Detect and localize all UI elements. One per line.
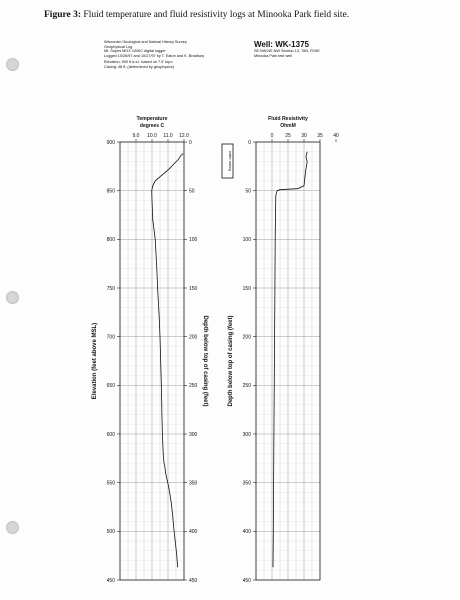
y-tick-label-right: 50 <box>189 188 195 195</box>
y-tick-label-left: 800 <box>106 237 115 244</box>
chart-panel-resistivity <box>253 139 336 580</box>
y-tick-label-left: 50 <box>245 188 251 195</box>
figure-label: Figure 3: <box>44 10 82 20</box>
figure-caption-text: Fluid temperature and fluid resistivity logs at Minooka Park field site. <box>83 10 350 20</box>
y-axis-title-right: Depth below top of casing (feet) <box>202 315 208 407</box>
y-axis-title-left: Depth below top of casing (feet) <box>228 315 234 407</box>
chart-subtitle: OhmM <box>280 123 296 129</box>
chart-subtitle: degrees C <box>139 123 165 129</box>
well-description: Minooka Park test well <box>254 53 292 58</box>
y-tick-label-left: 650 <box>106 383 115 390</box>
y-tick-label-left: 700 <box>106 334 115 341</box>
y-tick-label-left: 250 <box>242 383 251 390</box>
y-tick-label-left: 850 <box>106 188 115 195</box>
well-id: Well: WK-1375 <box>254 40 309 49</box>
y-tick-label-right: 250 <box>189 383 198 390</box>
y-tick-label-left: 450 <box>106 577 115 584</box>
y-tick-label-left: 750 <box>106 285 115 292</box>
chart-panel-temperature <box>117 139 187 580</box>
y-tick-label-left: 600 <box>106 431 115 438</box>
y-tick-label-left: 500 <box>106 529 115 536</box>
x-tick-label: 10.0 <box>147 133 157 139</box>
series-line <box>152 154 184 568</box>
x-tick-label: 11.0 <box>163 133 173 139</box>
y-tick-label-left: 150 <box>242 285 251 292</box>
y-tick-label-left: 350 <box>242 480 251 487</box>
x-tick-label: 12.0 <box>179 133 189 139</box>
y-tick-label-left: 550 <box>106 480 115 487</box>
chart-title: Fluid Resistivity <box>268 116 308 122</box>
x-tick-label: 35 <box>317 133 323 139</box>
y-tick-label-right: 400 <box>189 529 198 536</box>
header-line: Casing: 48 ft. (determined by geophysics) <box>104 64 175 69</box>
y-tick-label-left: 450 <box>242 577 251 584</box>
y-tick-label-right: 100 <box>189 237 198 244</box>
y-tick-label-left: 100 <box>242 237 251 244</box>
header-line: Wisconsin Geological and Natural History Survey <box>104 40 187 44</box>
series-line <box>273 152 307 568</box>
x-tick-label: 0 <box>270 133 274 139</box>
y-tick-label-left: 400 <box>242 529 251 536</box>
y-tick-label-right: 0 <box>189 139 192 146</box>
x-tick-label: 25 <box>285 133 291 139</box>
x-tick-label: 9.0 <box>132 133 140 139</box>
casing-stamp-label: water casing <box>228 150 232 172</box>
y-tick-label-left: 900 <box>106 139 115 146</box>
y-axis-title-left: Elevation (feet above MSL) <box>92 322 98 400</box>
y-tick-label-left: 0 <box>248 139 251 146</box>
header-line: Elevation: 900 ft a.s.l. based on 7.5' topo <box>104 60 173 65</box>
y-tick-label-left: 300 <box>242 431 251 438</box>
y-tick-label-right: 300 <box>189 431 198 438</box>
header-line: Logged 10/26/97 and 10/27/97 by T. Eaton and K. Bradbury <box>104 53 205 58</box>
y-tick-label-right: 350 <box>189 480 198 487</box>
y-tick-label-right: 150 <box>189 285 198 292</box>
y-tick-label-right: 450 <box>189 577 198 584</box>
chart-title: Temperature <box>136 116 168 122</box>
x-tick-label: 40 <box>333 133 339 139</box>
well-location: SE,NW,NE,NW Section 13, T6N, R19E <box>254 49 320 53</box>
y-tick-label-right: 200 <box>189 334 198 341</box>
y-tick-label-left: 200 <box>242 334 251 341</box>
header-line: Mt. Sopris MGX 1000C digital logger <box>104 49 166 54</box>
header-line: Geophysical Log <box>104 44 133 49</box>
x-tick-label: 30 <box>301 133 307 139</box>
